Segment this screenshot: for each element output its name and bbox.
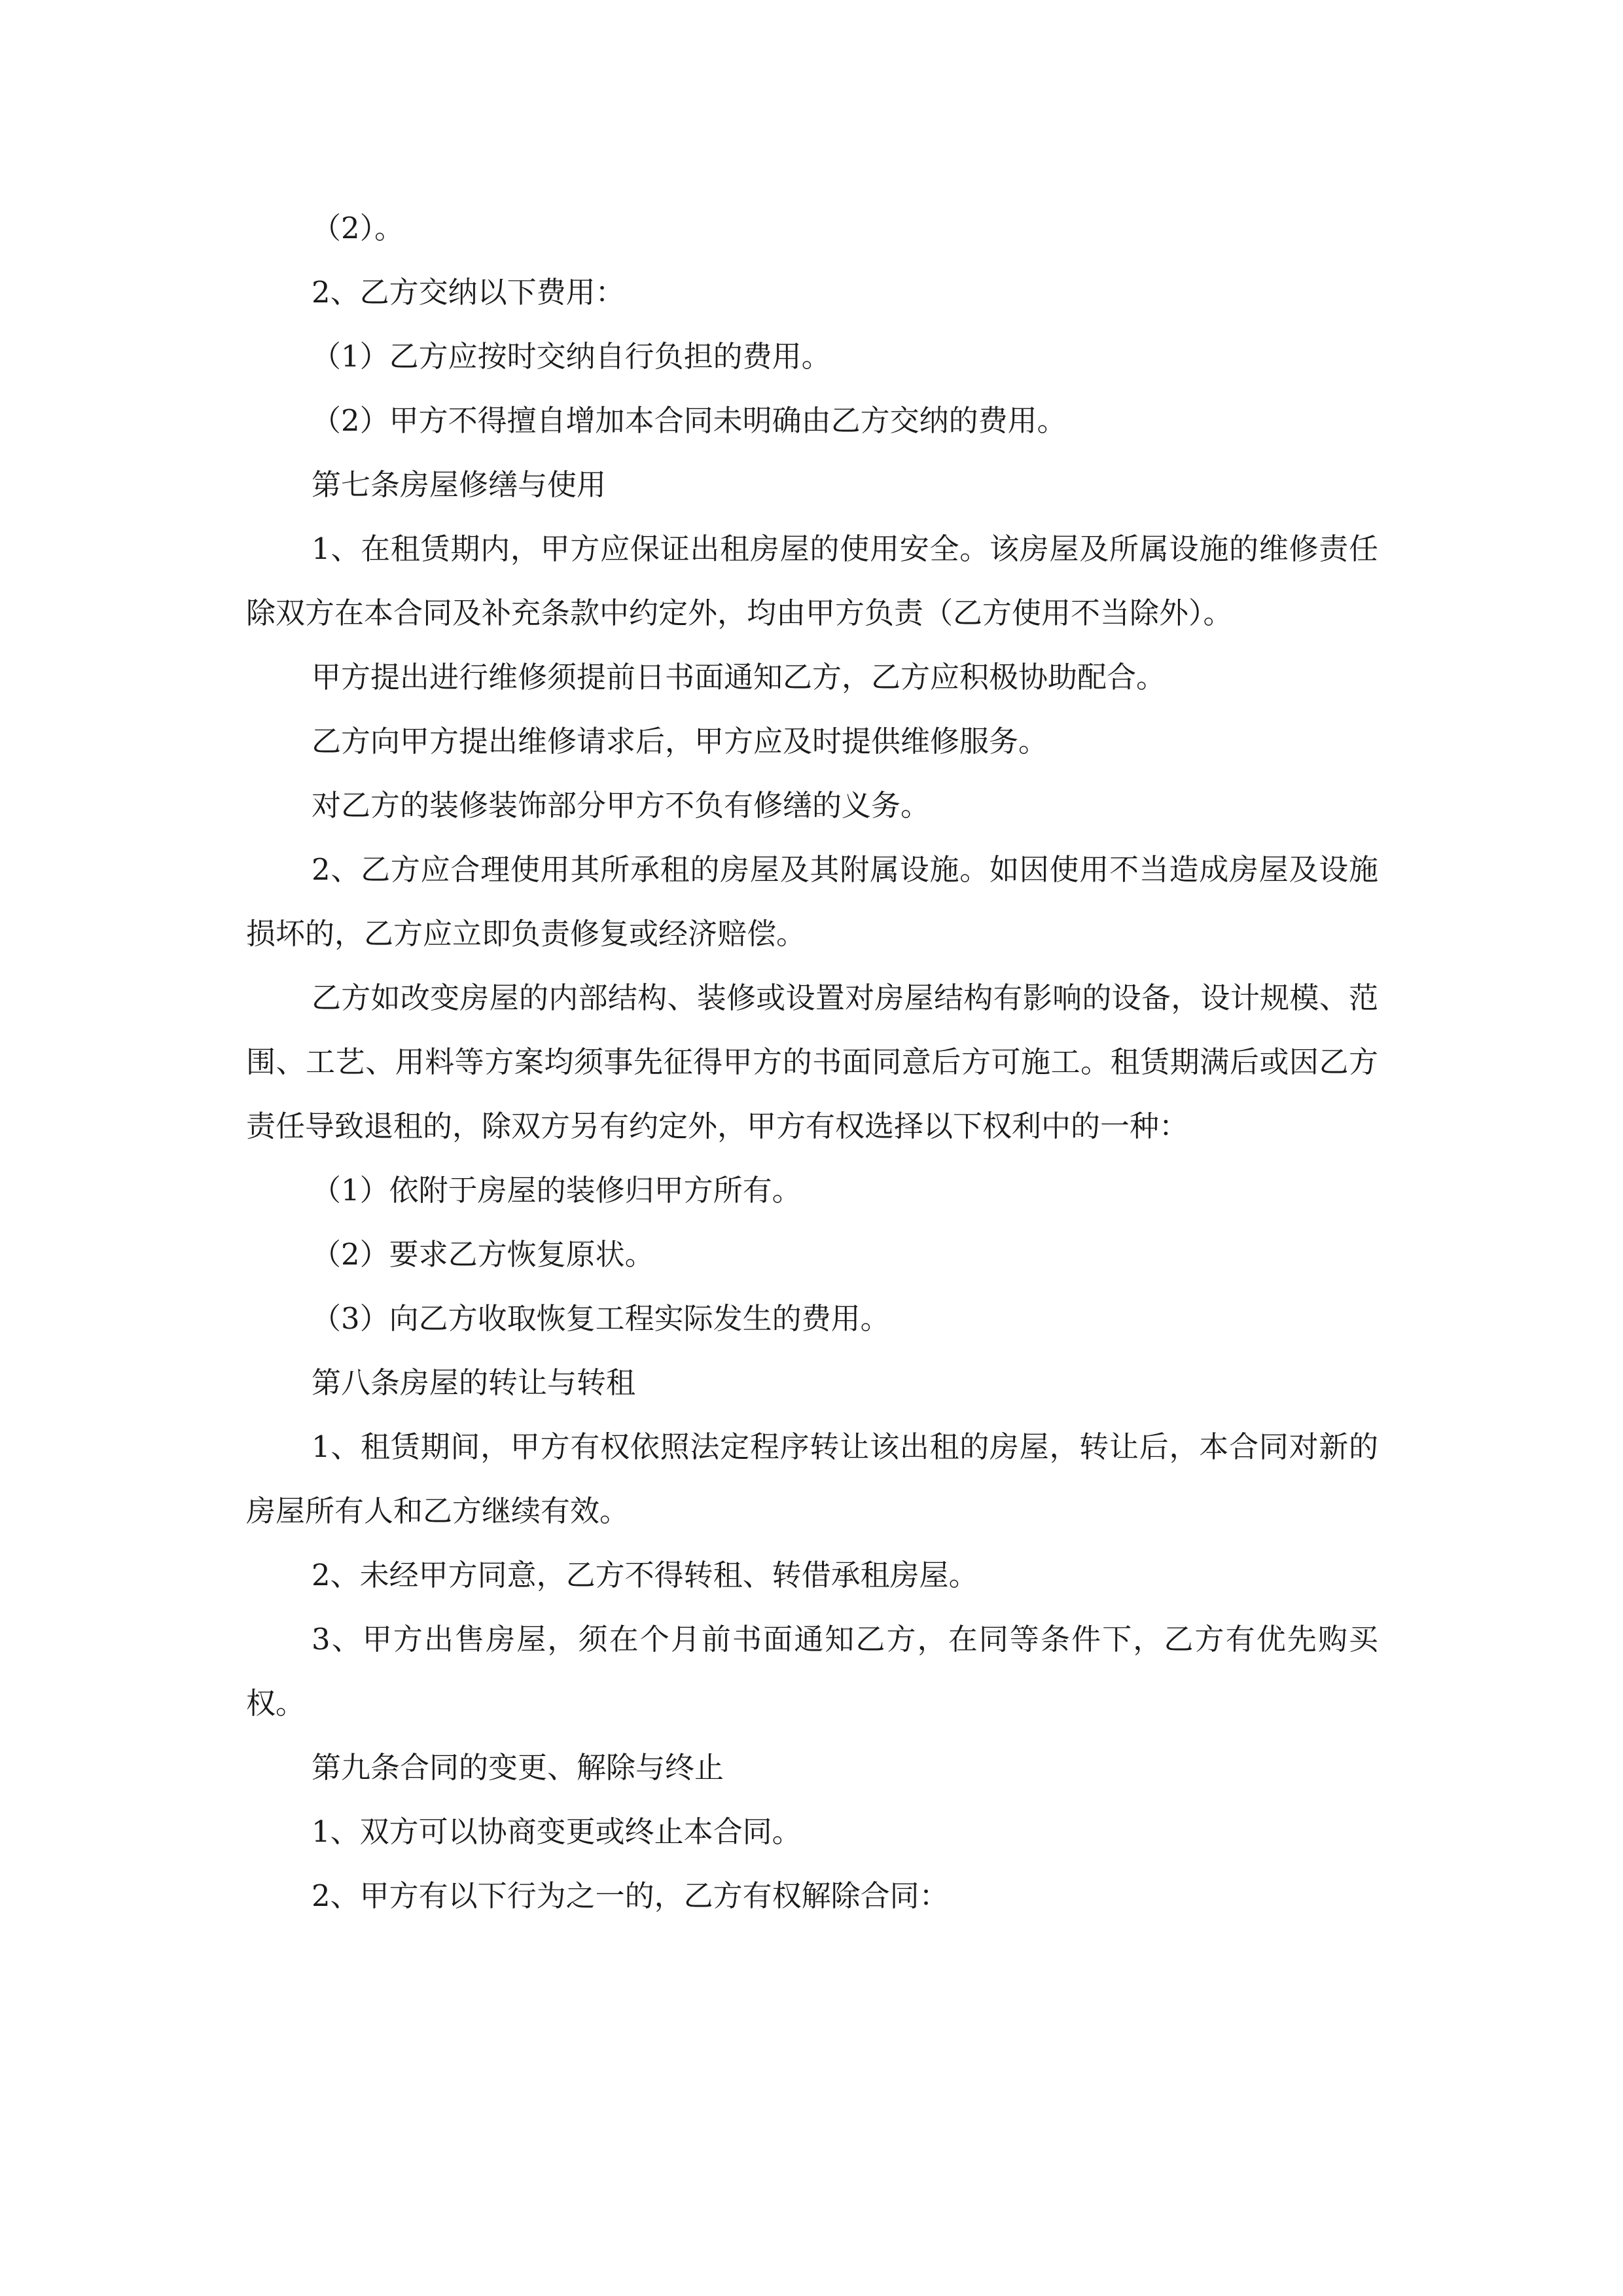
article-7-clause-2: 2、乙方应合理使用其所承租的房屋及其附属设施。如因使用不当造成房屋及设施损坏的，乙方应立即负责修复或经济赔偿。	[246, 852, 1378, 951]
article-8-clause-1: 1、租赁期间，甲方有权依照法定程序转让该出租的房屋，转让后，本合同对新的房屋所有人和乙方继续有效。	[246, 1429, 1378, 1528]
article-8-clause-3: 3、甲方出售房屋，须在个月前书面通知乙方，在同等条件下，乙方有优先购买权。	[246, 1622, 1378, 1721]
article-9-heading: 第九条合同的变更、解除与终止	[312, 1750, 724, 1785]
article-7-option-2: （2）要求乙方恢复原状。	[312, 1237, 654, 1272]
article-9-clause-2: 2、甲方有以下行为之一的，乙方有权解除合同：	[312, 1878, 949, 1913]
article-7-structure-change: 乙方如改变房屋的内部结构、装修或设置对房屋结构有影响的设备，设计规模、范围、工艺、用料等方案均须事先征得甲方的书面同意后方可施工。租赁期满后或因乙方责任导致退租的，除双方另有约定外，甲方有权选择以下权利中的一种：	[246, 980, 1378, 1143]
article-7-clause-1: 1、在租赁期内，甲方应保证出租房屋的使用安全。该房屋及所属设施的维修责任除双方在本合同及补充条款中约定外，均由甲方负责（乙方使用不当除外）。	[246, 531, 1378, 630]
article-7-repair-request: 乙方向甲方提出维修请求后，甲方应及时提供维修服务。	[312, 724, 1048, 759]
article-7-repair-notice: 甲方提出进行维修须提前日书面通知乙方，乙方应积极协助配合。	[312, 660, 1166, 694]
contract-body	[246, 196, 1378, 1928]
article-8-clause-2: 2、未经甲方同意，乙方不得转租、转借承租房屋。	[312, 1558, 978, 1592]
article-7-option-3: （3）向乙方收取恢复工程实际发生的费用。	[312, 1301, 890, 1336]
article-7-heading: 第七条房屋修缮与使用	[312, 467, 607, 502]
paragraph-fees-item-2: （2）甲方不得擅自增加本合同未明确由乙方交纳的费用。	[312, 403, 1067, 438]
article-8-heading: 第八条房屋的转让与转租	[312, 1365, 636, 1400]
article-7-decoration: 对乙方的装修装饰部分甲方不负有修缮的义务。	[312, 788, 931, 823]
paragraph-fees-item-1: （1）乙方应按时交纳自行负担的费用。	[312, 339, 831, 374]
paragraph-item-2-continuation: （2）。	[312, 211, 404, 245]
article-7-option-1: （1）依附于房屋的装修归甲方所有。	[312, 1173, 802, 1208]
paragraph-fees-tenant: 2、乙方交纳以下费用：	[312, 275, 625, 310]
article-9-clause-1: 1、双方可以协商变更或终止本合同。	[312, 1814, 802, 1849]
